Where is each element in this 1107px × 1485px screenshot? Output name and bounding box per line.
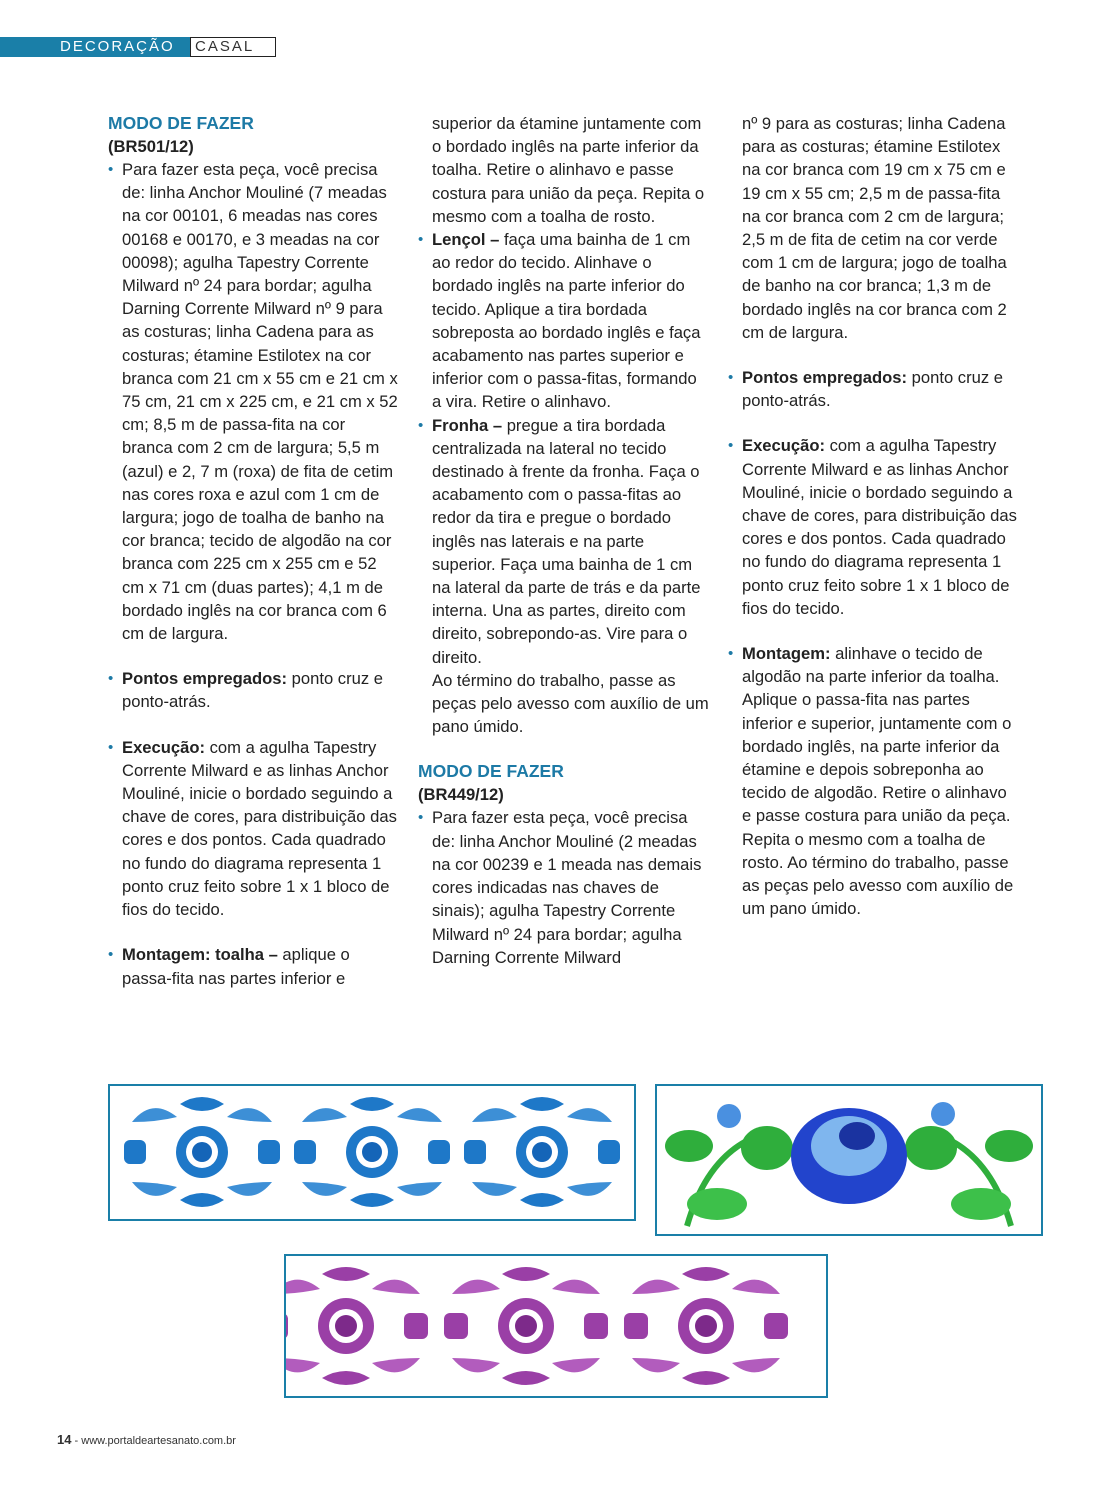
page-number: 14: [57, 1432, 72, 1447]
continued-paragraph: superior da étamine juntamente com o bordado inglês na parte inferior da toalha. Retire o alinhavo e passe costura para união da peça. Repita o mesmo com a toalha de rosto.: [432, 114, 705, 226]
execucao-label: Execução:: [122, 737, 206, 757]
header-section-label: DECORAÇÃO: [60, 38, 175, 55]
pontos-paragraph-2: [728, 366, 1020, 412]
montagem-text-2: alinhave o tecido de algodão na parte inferior da toalha. Aplique o passa-fita nas partes inferior e superior, juntamente com o bordado inglês, na parte inferior da étamine e depois sobreponha ao tecido de algodão. Retire o alinhavo e passe costura para união da peça. Repita o mesmo com a toalha de rosto. Ao término do trabalho, passe as peças pelo avesso com auxílio de um pano úmido.: [742, 644, 1014, 919]
section-title-2: MODO DE FAZER: [418, 761, 564, 782]
purple-pattern-art: [286, 1256, 826, 1396]
montagem-paragraph: [108, 943, 398, 989]
product-code-2: (BR449/12): [418, 785, 504, 805]
column-3: [728, 112, 1020, 921]
column-2: [418, 112, 710, 969]
pontos-label-2: Pontos empregados:: [742, 368, 908, 388]
materials-text-2: Para fazer esta peça, você precisa de: linha Anchor Mouliné (2 meadas na cor 00239 e 1 meada nas demais cores indicadas nas chaves de sinais); agulha Tapestry Corrente Milward nº 24 para bordar; agulha Darning Corrente Milward: [432, 808, 702, 967]
lencol-paragraph: [418, 228, 710, 414]
execucao-paragraph-2: [728, 434, 1020, 620]
execucao-label-2: Execução:: [742, 436, 826, 456]
montagem-label-2: Montagem:: [742, 644, 831, 664]
materials-paragraph: [108, 158, 398, 645]
pontos-text-2: ponto cruz e ponto-atrás.: [742, 368, 1003, 411]
section-header: [0, 37, 272, 57]
montagem-paragraph-2: [728, 642, 1020, 920]
materials-paragraph-2: [418, 806, 710, 968]
continued-paragraph-2: nº 9 para as costuras; linha Cadena para as costuras; étamine Estilotex na cor branca com 19 cm x 75 cm e 19 cm x 55 cm; 2,5 m de passa-fita na cor branca com 2 cm de largura; 2,5 m de fita de cetim na cor verde com 1 cm de largura; jogo de toalha de banho na cor branca; 1,3 m de bordado inglês na cor branca com 2 cm de largura.: [742, 114, 1007, 342]
pontos-label: Pontos empregados:: [122, 669, 288, 689]
section-title: MODO DE FAZER: [108, 113, 254, 133]
fronha-label: Fronha –: [432, 415, 503, 435]
fronha-paragraph: [418, 414, 710, 669]
header-subsection-label: CASAL: [190, 37, 276, 57]
blue-embroidery-photo: [108, 1084, 636, 1221]
rose-embroidery-photo: [655, 1084, 1043, 1236]
fronha-text: pregue a tira bordada centralizada na lateral no tecido destinado à frente da fronha. Faça o acabamento com o passa-fitas ao redor da tira e pregue o bordado inglês nas laterais e na parte superior. Faça uma bainha de 1 cm na lateral da parte de trás e da parte interna. Una as partes, direito com direito, sobrepondo-as. Vire para o direito.: [432, 415, 701, 667]
pontos-paragraph: [108, 667, 398, 713]
materials-text: Para fazer esta peça, você precisa de: linha Anchor Mouliné (7 meadas na cor 00101, 6 meadas nas cores 00168 e 00170, e 3 meadas na cor 00098); agulha Tapestry Corrente Milward nº 24 para bordar; agulha Darning Corrente Milward nº 9 para as costuras; linha Cadena para as costuras; étamine Estilotex na cor branca com 21 cm x 55 cm e 21 cm x 75 cm, 21 cm x 225 cm, e 21 cm x 52 cm; 8,5 m de passa-fita na cor branca com 2 cm de largura; 5,5 m (azul) e 2, 7 m (roxa) de fita de cetim nas cores roxa e azul com 1 cm de largura; jogo de toalha de banho na cor branca; tecido de algodão na cor branca com 225 cm x 255 cm e 52 cm x 71 cm (duas partes); 4,1 m de bordado inglês na cor branca com 6 cm de largura.: [122, 160, 398, 644]
lencol-label: Lençol –: [432, 230, 500, 250]
execucao-text: com a agulha Tapestry Corrente Milward e as linhas Anchor Mouliné, inicie o bordado seguindo a chave de cores, para distribuição das cores e dos pontos. Cada quadrado no fundo do diagrama representa 1 ponto cruz feito sobre 1 x 1 bloco de fios do tecido.: [122, 737, 397, 920]
footer-site: - www.portaldeartesanato.com.br: [71, 1435, 236, 1447]
page-footer: [57, 1432, 236, 1447]
montagem-label: Montagem: toalha –: [122, 945, 278, 965]
column-1: [108, 112, 398, 990]
rose-pattern-art: [657, 1086, 1041, 1234]
blue-pattern-art: [110, 1086, 634, 1219]
lencol-text: faça uma bainha de 1 cm ao redor do tecido. Alinhave o bordado inglês na parte inferior do tecido. Aplique a tira bordada sobreposta ao bordado inglês e faça acabamento nas partes superior e inferior com o passa-fitas, formando a vira. Retire o alinhavo.: [432, 230, 701, 412]
pontos-text: ponto cruz e ponto-atrás.: [122, 669, 383, 712]
montagem-text: aplique o passa-fita nas partes inferior e: [122, 945, 350, 988]
purple-embroidery-photo: [284, 1254, 828, 1398]
execucao-text-2: com a agulha Tapestry Corrente Milward e as linhas Anchor Mouliné, inicie o bordado seguindo a chave de cores, para distribuição das cores e dos pontos. Cada quadrado no fundo do diagrama representa 1 ponto cruz feito sobre 1 x 1 bloco de fios do tecido.: [742, 436, 1017, 618]
product-code: (BR501/12): [108, 137, 194, 156]
execucao-paragraph: [108, 736, 398, 922]
final-note: Ao término do trabalho, passe as peças pelo avesso com auxílio de um pano úmido.: [432, 670, 709, 737]
